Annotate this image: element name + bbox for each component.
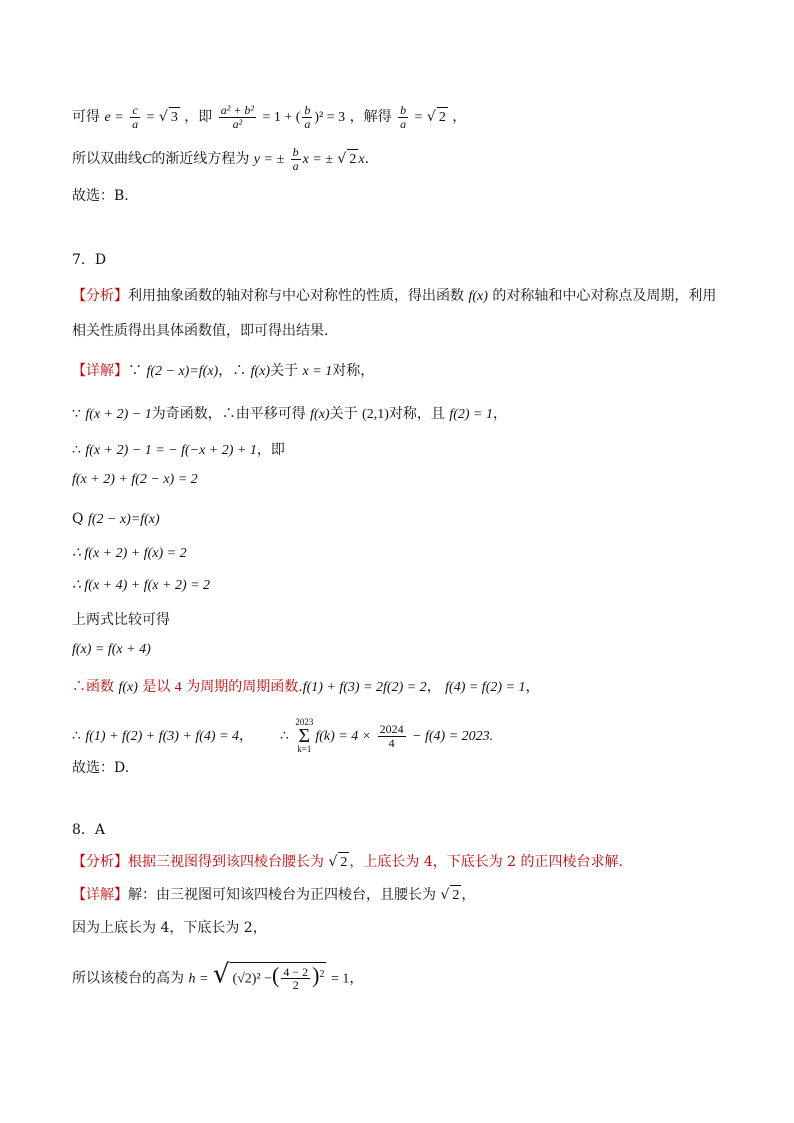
fraction-a2b2-over-a2: [219, 104, 256, 130]
question-7-heading: 7．D: [72, 252, 107, 268]
sqrt-sign: √: [426, 109, 436, 126]
math: f(4) = f(2) = 1: [445, 680, 526, 695]
denominator: a: [400, 116, 407, 131]
paren-left: (: [272, 962, 280, 988]
numerator: b: [400, 103, 407, 117]
sqrt-sign: √: [440, 887, 450, 903]
math: x: [358, 152, 365, 168]
math: f(2 − x)=f(x): [87, 512, 160, 527]
text: ∴: [72, 442, 81, 458]
sigma-icon: Σ: [298, 725, 311, 747]
math: x = 1: [302, 364, 333, 379]
text: ，: [525, 679, 540, 695]
q8-detail-1: [72, 885, 475, 906]
fraction-b-over-a: [302, 104, 312, 130]
sqrt-sign: √: [212, 959, 230, 990]
detail-tag: 【详解】: [72, 363, 128, 379]
text: 对称，且: [388, 406, 445, 422]
text: 的渐近线方程为: [151, 151, 250, 168]
fraction-2024-over-4: [378, 723, 406, 749]
q7-detail-2: [72, 404, 507, 425]
math: e =: [104, 110, 124, 126]
q7-detail-6: ∴ f(x + 2) + f(x) = 2: [72, 546, 187, 561]
sum-upper: 2023: [295, 717, 314, 727]
math: x = ±: [302, 152, 333, 168]
q7-detail-7: ∴ f(x + 4) + f(x + 2) = 2: [72, 578, 211, 593]
text: ，: [493, 406, 507, 422]
fraction-4m2-over-2: [281, 966, 310, 992]
analysis-tag: 【分析】: [72, 288, 128, 304]
text: 根据三视图得到该四棱台腰长为: [128, 854, 324, 870]
sqrt-sign: √: [328, 854, 338, 870]
text: ，上底长为 4，下底长为 2 的正四棱台求解.: [349, 854, 623, 870]
text: ，: [426, 679, 441, 695]
denominator: a: [292, 158, 299, 173]
math: f(x): [118, 680, 138, 695]
math: f(x): [250, 364, 271, 379]
text: ，: [452, 109, 467, 126]
text: 关于: [270, 363, 299, 379]
analysis-tag: 【分析】: [72, 854, 128, 870]
sum-lower: k=1: [297, 744, 312, 754]
q8-detail-2: 因为上底长为 4，下底长为 2，: [72, 920, 267, 936]
text: ，∴: [218, 363, 247, 379]
text: ∴: [72, 728, 81, 744]
math: − f(4) = 2023.: [412, 729, 494, 744]
sqrt-body: 2: [347, 149, 358, 170]
text: Q: [72, 511, 84, 527]
math: (√2)² −: [232, 971, 273, 987]
text: 是以: [142, 679, 171, 695]
math: f(x): [468, 289, 488, 304]
text: ，: [239, 728, 254, 744]
q7-detail-4: f(x + 2) + f(2 − x) = 2: [72, 472, 198, 487]
numerator: 2024: [379, 721, 404, 736]
text: 的对称轴和中心对称点及周期，利用: [492, 288, 717, 304]
q7-detail-10: [72, 677, 539, 698]
q8-analysis: [72, 852, 623, 873]
text: ，即: [256, 442, 285, 458]
numerator: b: [304, 103, 311, 117]
math: = 1 + (: [262, 110, 301, 126]
text: ，解得: [349, 109, 392, 126]
text: ∴: [279, 728, 289, 744]
math: =: [146, 110, 155, 126]
numerator: c: [132, 103, 138, 117]
question-8-heading: 8．A: [72, 822, 106, 838]
text: 解：由三视图可知该四棱台为正四棱台，且腰长为: [128, 887, 436, 903]
sqrt-body: [230, 962, 326, 992]
line-asymptote: 所以双曲线C的渐近线方程为 y = ± $\frac{b}{a}$ x = ± √ 2 x.: [72, 145, 370, 173]
numerator: b: [292, 145, 299, 159]
math: f(1) + f(3) = 2f(2) = 2: [302, 680, 427, 695]
math: =: [414, 110, 423, 126]
answer-line: 故选：D.: [72, 760, 130, 776]
math: C: [142, 152, 152, 168]
text: 为周期的周期函数.: [186, 679, 303, 695]
text: 利用抽象函数的轴对称与中心对称性的性质，得出函数: [128, 288, 464, 304]
sqrt-sign: √: [337, 151, 347, 168]
sqrt-body: 2: [450, 885, 461, 906]
math: h =: [188, 971, 209, 987]
denominator: a²: [232, 116, 243, 131]
denominator: a: [304, 116, 311, 131]
fraction-b-over-a: [291, 146, 301, 172]
fraction-c-over-a: [130, 104, 140, 130]
q7-detail-9: f(x) = f(x + 4): [72, 642, 151, 657]
line-eccentricity: [72, 104, 466, 130]
sqrt-body: 2: [338, 852, 349, 873]
text: ∵: [72, 406, 81, 422]
summation: [295, 718, 313, 754]
text: ，: [349, 970, 364, 987]
math: )² = 3: [314, 110, 346, 126]
text: ∴函数: [72, 679, 114, 695]
math: f(1) + f(2) + f(3) + f(4) = 4: [85, 729, 240, 744]
text: 关于: [329, 406, 358, 422]
text: 所以该棱台的高为: [72, 970, 184, 987]
text: 可得: [72, 109, 100, 126]
denominator: 4: [388, 735, 395, 750]
text: 4: [174, 680, 182, 695]
sqrt-body: 2: [437, 107, 448, 128]
q7-analysis-cont: 相关性质得出具体函数值，即可得出结果.: [72, 323, 329, 339]
text: 对称，: [332, 363, 375, 379]
q7-detail-3: [72, 440, 285, 461]
math: f(2 − x)=f(x): [146, 364, 219, 379]
text: ，: [461, 887, 476, 903]
sqrt-body: 3: [169, 107, 180, 128]
paren-right: ): [312, 962, 320, 988]
q7-detail-11: [72, 718, 493, 754]
math: = 1: [330, 971, 350, 987]
math: f(x + 2) − 1 = − f(−x + 2) + 1: [85, 443, 257, 458]
q7-detail-1: [72, 361, 374, 382]
text: ∵: [128, 363, 142, 379]
sqrt-sign: √: [158, 109, 168, 126]
text: ，即: [184, 109, 213, 126]
fraction-b-over-a: [398, 104, 408, 130]
exponent: 2: [319, 969, 325, 980]
detail-tag: 【详解】: [72, 887, 128, 903]
numerator: a² + b²: [220, 103, 255, 117]
math: y = ±: [253, 152, 285, 168]
q8-detail-3: [72, 959, 364, 993]
math: (2,1): [362, 407, 389, 422]
denominator: 2: [292, 978, 299, 993]
q7-detail-8: 上两式比较可得: [72, 612, 170, 628]
text: 为奇函数，∴由平移可得: [151, 406, 306, 422]
math: f(k) = 4 ×: [315, 729, 372, 744]
q7-analysis: [72, 286, 716, 307]
numerator: 4 − 2: [283, 964, 309, 979]
math: f(x + 2) − 1: [85, 407, 152, 422]
q7-detail-5: [72, 509, 160, 530]
answer-line: 故选：B.: [72, 188, 129, 204]
text: 所以双曲线: [72, 151, 142, 168]
math: f(x): [310, 407, 330, 422]
math: f(2) = 1: [449, 407, 493, 422]
denominator: a: [132, 116, 139, 131]
